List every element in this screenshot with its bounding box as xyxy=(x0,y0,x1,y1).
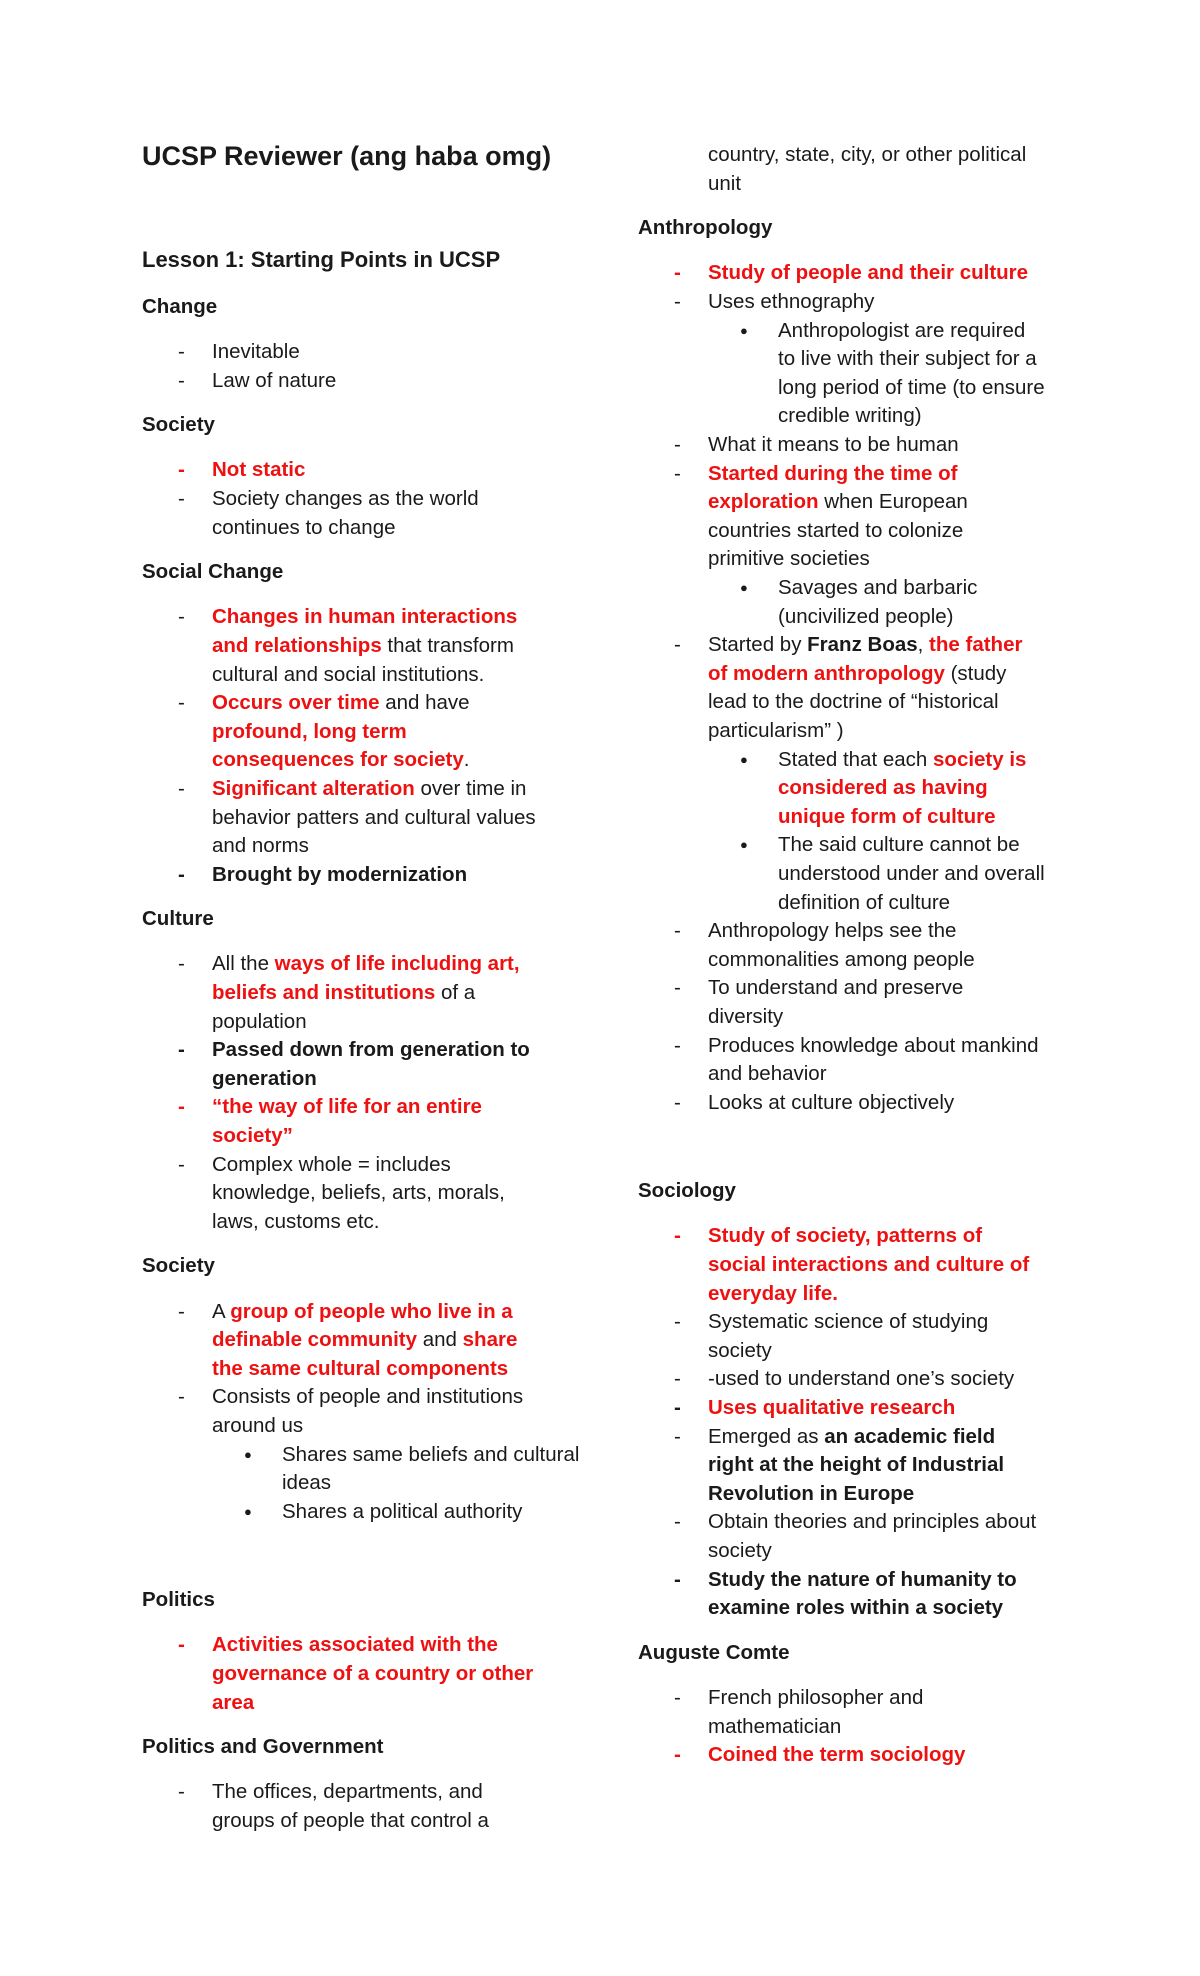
highlighted-text: Study of society, patterns of xyxy=(708,1224,983,1248)
dash-marker: - xyxy=(674,919,681,943)
highlighted-text: Study of people and their culture xyxy=(708,261,1029,285)
plain-text: What it means to be human xyxy=(708,432,959,456)
dash-marker: - xyxy=(674,1510,681,1534)
plain-text: cultural and social institutions. xyxy=(212,662,485,686)
section-heading: Culture xyxy=(142,907,214,931)
bold-text: generation xyxy=(212,1066,317,1090)
section-heading: Auguste Comte xyxy=(638,1640,790,1664)
highlighted-text: Significant alteration xyxy=(212,776,415,800)
highlighted-text: ways of life including art, xyxy=(274,952,520,976)
dash-marker: - xyxy=(178,1038,185,1062)
line-text xyxy=(212,1631,498,1659)
dash-marker: - xyxy=(178,458,185,482)
highlighted-text: Coined the term sociology xyxy=(708,1743,966,1767)
highlighted-text: and relationships xyxy=(212,633,382,657)
bullet-icon: ● xyxy=(740,322,748,338)
plain-text: Obtain theories and principles about xyxy=(708,1510,1037,1534)
line-text xyxy=(212,367,336,395)
dash-marker: - xyxy=(674,1424,681,1448)
dash-marker: - xyxy=(178,776,185,800)
dash-marker: - xyxy=(178,691,185,715)
plain-text: All the xyxy=(212,952,275,976)
dash-marker: - xyxy=(674,1090,681,1114)
line-text xyxy=(212,832,309,860)
line-text xyxy=(778,889,950,917)
plain-text: definition of culture xyxy=(778,890,951,914)
line-text xyxy=(708,917,956,945)
dash-marker: - xyxy=(178,605,185,629)
plain-text: Complex whole = includes xyxy=(212,1152,451,1176)
plain-text: Stated that each xyxy=(778,747,934,771)
line-text xyxy=(708,545,870,573)
line-text xyxy=(212,1778,483,1806)
dash-marker: - xyxy=(674,1224,681,1248)
line-text xyxy=(212,1355,508,1383)
line-text xyxy=(212,1807,489,1835)
line-text xyxy=(282,1498,522,1526)
line-text xyxy=(708,1280,838,1308)
line-text xyxy=(212,1008,307,1036)
dash-marker: - xyxy=(178,1385,185,1409)
line-text xyxy=(708,660,1006,688)
line-text xyxy=(708,1423,995,1451)
highlighted-text: group of people who live in a xyxy=(230,1299,513,1323)
highlighted-text: profound, long term xyxy=(212,719,407,743)
dash-marker: - xyxy=(674,461,681,485)
plain-text: commonalities among people xyxy=(708,947,975,971)
line-text xyxy=(282,1469,331,1497)
highlighted-text: Activities associated with the xyxy=(212,1633,498,1657)
dash-marker: - xyxy=(674,1367,681,1391)
line-text xyxy=(212,775,526,803)
dash-marker: - xyxy=(178,1095,185,1119)
highlighted-text: the father xyxy=(929,633,1023,657)
bold-text: Franz Boas xyxy=(807,633,918,657)
line-text xyxy=(212,1122,293,1150)
line-text xyxy=(212,485,479,513)
plain-text: continues to change xyxy=(212,515,396,539)
highlighted-text: Changes in human interactions xyxy=(212,605,518,629)
bold-text: Brought by modernization xyxy=(212,862,468,886)
highlighted-text: of modern anthropology xyxy=(708,661,945,685)
line-text xyxy=(778,774,988,802)
plain-text: unit xyxy=(708,171,742,195)
line-text xyxy=(212,1065,317,1093)
line-text xyxy=(708,1003,783,1031)
plain-text: and have xyxy=(379,691,470,715)
bullet-icon: ● xyxy=(244,1446,252,1462)
bold-text: right at the height of Industrial xyxy=(708,1453,1005,1477)
plain-text: The said culture cannot be xyxy=(778,833,1020,857)
plain-text: of a xyxy=(435,981,476,1004)
plain-text: society xyxy=(708,1539,772,1562)
bold-text: an academic field xyxy=(824,1424,996,1448)
plain-text: ideas xyxy=(282,1471,332,1495)
plain-text: Started by xyxy=(708,633,808,657)
line-text xyxy=(212,1151,451,1179)
section-heading: Society xyxy=(142,413,215,437)
dash-marker: - xyxy=(674,432,681,456)
line-text xyxy=(212,804,536,832)
line-text xyxy=(708,1684,923,1712)
line-text xyxy=(708,688,999,716)
document-title: UCSP Reviewer (ang haba omg) xyxy=(142,141,552,171)
line-text xyxy=(708,1566,1017,1594)
line-text xyxy=(282,1441,579,1469)
plain-text: and norms xyxy=(212,834,309,858)
plain-text: and xyxy=(417,1328,463,1352)
line-text xyxy=(778,402,922,430)
line-text xyxy=(778,317,1025,345)
dash-marker: - xyxy=(674,976,681,1000)
plain-text: Produces knowledge about mankind xyxy=(708,1033,1039,1057)
line-text xyxy=(708,259,1028,287)
plain-text: Looks at culture objectively xyxy=(708,1090,955,1114)
line-text xyxy=(778,345,1037,373)
plain-text: knowledge, beliefs, arts, morals, xyxy=(212,1181,505,1205)
dash-marker: - xyxy=(178,1633,185,1657)
line-text xyxy=(708,1594,1003,1622)
plain-text: mathematician xyxy=(708,1714,842,1738)
line-text xyxy=(778,374,1045,402)
line-text xyxy=(212,1036,530,1064)
line-text xyxy=(212,979,475,1007)
line-text xyxy=(708,1480,914,1508)
highlighted-text: area xyxy=(212,1690,255,1714)
highlighted-text: everyday life. xyxy=(708,1281,838,1305)
plain-text: Anthropologist are required xyxy=(778,318,1026,342)
section-heading: Politics and Government xyxy=(142,1735,384,1759)
line-text xyxy=(708,517,963,545)
line-text xyxy=(708,1741,965,1769)
plain-text: laws, customs etc. xyxy=(212,1209,380,1233)
bullet-icon: ● xyxy=(740,579,748,595)
line-text xyxy=(708,1251,1029,1279)
line-text xyxy=(778,574,977,602)
line-text xyxy=(708,1394,955,1422)
plain-text: A xyxy=(212,1299,231,1323)
plain-text: Consists of people and institutions xyxy=(212,1385,524,1409)
line-text xyxy=(212,718,407,746)
dash-marker: - xyxy=(674,1310,681,1334)
line-text xyxy=(708,288,874,316)
dash-marker: - xyxy=(178,487,185,510)
bullet-icon: ● xyxy=(244,1503,252,1519)
bold-text: Study the nature of humanity to xyxy=(708,1567,1017,1591)
plain-text: Shares a political authority xyxy=(282,1499,523,1523)
line-text xyxy=(708,1308,988,1336)
plain-text: Shares same beliefs and cultural xyxy=(282,1442,580,1466)
dash-marker: - xyxy=(178,1152,185,1176)
plain-text: long period of time (to ensure xyxy=(778,375,1045,399)
plain-text: groups of people that control a xyxy=(212,1808,489,1832)
line-text xyxy=(778,860,1045,888)
highlighted-text: definable community xyxy=(212,1328,418,1352)
bullet-icon: ● xyxy=(740,837,748,853)
highlighted-text: governance of a country or other xyxy=(212,1662,534,1685)
plain-text: and behavior xyxy=(708,1062,827,1086)
plain-text: Systematic science of studying xyxy=(708,1310,989,1334)
line-text xyxy=(212,1383,523,1411)
plain-text: over time in xyxy=(414,776,527,800)
section-heading: Society xyxy=(142,1254,215,1278)
plain-text: countries started to colonize xyxy=(708,518,964,542)
bold-text: Passed down from generation to xyxy=(212,1038,530,1062)
highlighted-text: considered as having xyxy=(778,776,988,800)
plain-text: primitive societies xyxy=(708,547,870,571)
plain-text: understood under and overall xyxy=(778,861,1045,885)
plain-text: Anthropology helps see the xyxy=(708,919,957,943)
section-heading: Anthropology xyxy=(638,216,773,240)
line-text xyxy=(708,141,1026,169)
line-text xyxy=(708,1537,772,1565)
line-text xyxy=(708,460,957,488)
line-text xyxy=(708,974,963,1002)
highlighted-text: unique form of culture xyxy=(778,804,996,828)
dash-marker: - xyxy=(674,261,681,285)
section-heading: Social Change xyxy=(142,560,284,584)
highlighted-text: social interactions and culture of xyxy=(708,1253,1030,1276)
highlighted-text: beliefs and institutions xyxy=(212,981,436,1004)
line-text xyxy=(212,632,514,660)
line-text xyxy=(212,1326,517,1354)
line-text xyxy=(212,1660,533,1688)
highlighted-text: the same cultural components xyxy=(212,1356,509,1380)
line-text xyxy=(212,861,467,889)
highlighted-text: society” xyxy=(212,1124,293,1147)
section-heading: Change xyxy=(142,295,218,318)
line-text xyxy=(708,1337,772,1365)
plain-text: Inevitable xyxy=(212,340,300,364)
dash-marker: - xyxy=(674,1743,681,1767)
section-heading: Politics xyxy=(142,1588,215,1612)
plain-text: Uses ethnography xyxy=(708,289,875,313)
line-text xyxy=(708,488,968,516)
dash-marker: - xyxy=(674,633,681,657)
plain-text: (uncivilized people) xyxy=(778,604,954,628)
plain-text: credible writing) xyxy=(778,404,922,428)
line-text xyxy=(212,603,517,631)
dash-marker: - xyxy=(178,862,185,886)
bullet-icon: ● xyxy=(740,751,748,767)
lesson-heading: Lesson 1: Starting Points in UCSP xyxy=(142,247,501,272)
plain-text: particularism” ) xyxy=(708,718,844,742)
dash-marker: - xyxy=(674,289,681,313)
highlighted-text: Not static xyxy=(212,458,306,482)
line-text xyxy=(212,661,484,689)
line-text xyxy=(778,831,1020,859)
line-text xyxy=(708,1060,827,1088)
highlighted-text: Started during the time of xyxy=(708,461,958,485)
dash-marker: - xyxy=(674,1567,681,1591)
plain-text: when European xyxy=(818,490,968,514)
highlighted-text: consequences for society xyxy=(212,748,464,772)
line-text xyxy=(708,1222,982,1250)
plain-text: (study xyxy=(944,661,1007,685)
line-text xyxy=(212,338,300,366)
plain-text: The offices, departments, and xyxy=(212,1780,483,1804)
plain-text: Society changes as the world xyxy=(212,487,479,510)
plain-text: behavior patters and cultural values xyxy=(212,805,536,829)
highlighted-text: Occurs over time xyxy=(212,691,380,715)
line-text xyxy=(708,1089,954,1117)
highlighted-text: society is xyxy=(933,747,1027,771)
highlighted-text: “the way of life for an entire xyxy=(212,1095,482,1119)
plain-text: country, state, city, or other political xyxy=(708,143,1027,166)
plain-text: To understand and preserve xyxy=(708,976,964,1000)
line-text xyxy=(708,1713,841,1741)
dash-marker: - xyxy=(674,1396,681,1419)
plain-text: Law of nature xyxy=(212,368,337,392)
line-text xyxy=(212,1412,303,1440)
line-text xyxy=(212,1208,379,1236)
line-text xyxy=(212,456,305,484)
line-text xyxy=(708,946,975,974)
line-text xyxy=(778,803,996,831)
plain-text: to live with their subject for a xyxy=(778,347,1037,371)
line-text xyxy=(212,1689,254,1717)
plain-text: that transform xyxy=(381,633,514,657)
line-text xyxy=(778,746,1026,774)
line-text xyxy=(212,1093,482,1121)
plain-text: Savages and barbaric xyxy=(778,575,978,599)
plain-text: population xyxy=(212,1009,307,1033)
highlighted-text: exploration xyxy=(708,490,819,514)
line-text xyxy=(212,1179,505,1207)
dash-marker: - xyxy=(178,368,185,392)
line-text xyxy=(708,1508,1036,1536)
bold-text: Revolution in Europe xyxy=(708,1481,915,1505)
dash-marker: - xyxy=(178,340,185,364)
line-text xyxy=(778,603,953,631)
dash-marker: - xyxy=(674,1685,681,1709)
plain-text: Emerged as xyxy=(708,1424,825,1448)
line-text xyxy=(708,631,1022,659)
bold-text: examine roles within a society xyxy=(708,1596,1004,1620)
line-text xyxy=(708,1451,1004,1479)
section-heading: Sociology xyxy=(638,1179,736,1203)
dash-marker: - xyxy=(178,1299,185,1323)
plain-text: , xyxy=(917,633,930,657)
plain-text: around us xyxy=(212,1413,304,1437)
plain-text: . xyxy=(463,748,470,772)
plain-text: French philosopher and xyxy=(708,1685,924,1709)
plain-text: diversity xyxy=(708,1004,784,1028)
line-text xyxy=(708,1365,1014,1393)
line-text xyxy=(212,1298,513,1326)
highlighted-text: Uses qualitative research xyxy=(708,1396,956,1419)
plain-text: society xyxy=(708,1338,772,1362)
line-text xyxy=(212,514,396,542)
dash-marker: - xyxy=(674,1033,681,1057)
line-text xyxy=(708,431,959,459)
line-text xyxy=(708,170,741,198)
plain-text: lead to the doctrine of “historical xyxy=(708,690,999,714)
plain-text: -used to understand one’s society xyxy=(708,1367,1015,1391)
line-text xyxy=(708,1032,1039,1060)
line-text xyxy=(212,746,470,774)
line-text xyxy=(212,689,470,717)
dash-marker: - xyxy=(178,1780,185,1804)
highlighted-text: share xyxy=(462,1328,518,1352)
line-text xyxy=(708,717,844,745)
line-text xyxy=(212,950,520,978)
dash-marker: - xyxy=(178,952,185,976)
